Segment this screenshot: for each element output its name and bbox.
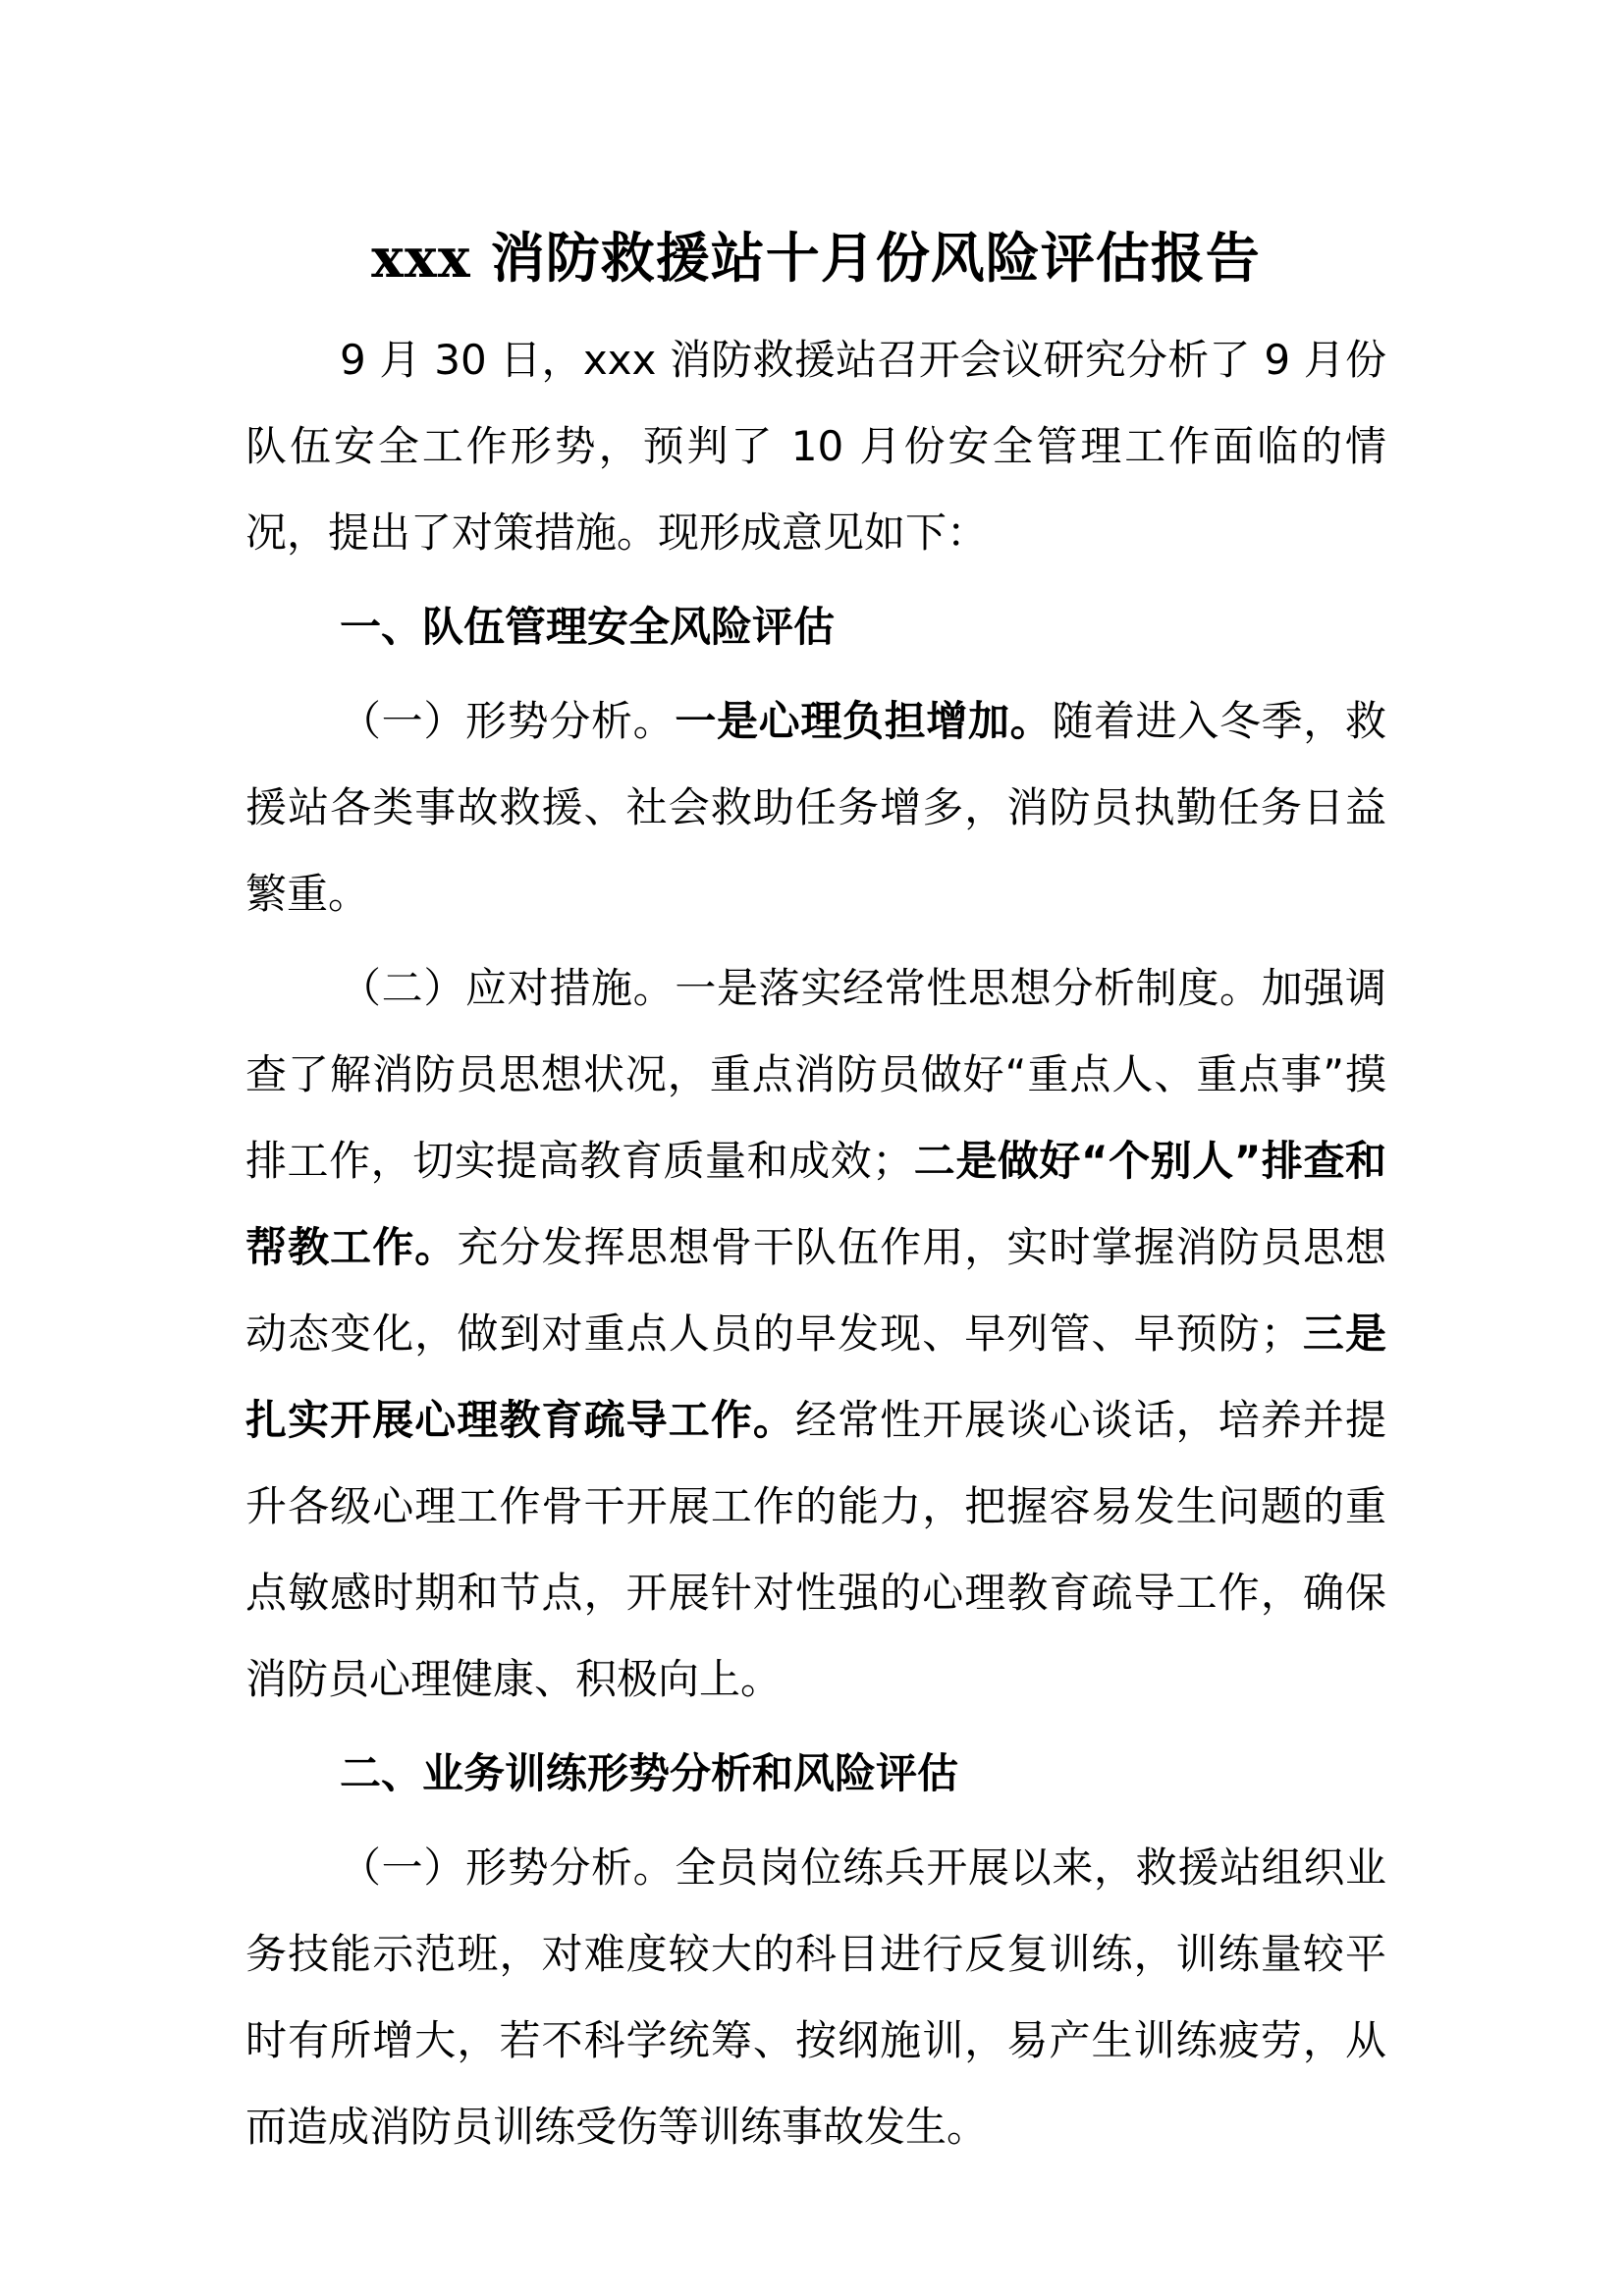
document-page <box>245 211 1386 2155</box>
section-1-measures-bold-2: 二是做好“个别人”排查和帮教工作。 <box>245 1137 1386 1271</box>
section-2-heading: 二、业务训练形势分析和风险评估 <box>340 1749 959 1797</box>
section-1-analysis-lead: （一）形势分析。 <box>340 697 676 745</box>
section-2-analysis-paragraph: （一）形势分析。全员岗位练兵开展以来，救援站组织业务技能示范班，对难度较大的科目进行反复训练，训练量较平时有所增大，若不科学统筹、按纲施训，易产生训练疲劳，从而造成消防员训练受伤等训练事故发生。 <box>245 1843 1386 2151</box>
section-1-measures-bold-3: 三是扎实开展心理教育疏导工作。 <box>245 1309 1386 1444</box>
section-1-analysis-bold-1: 一是心理负担增加。 <box>675 697 1053 745</box>
intro-paragraph: 9 月 30 日，xxx 消防救援站召开会议研究分析了 9 月份队伍安全工作形势，预判了 10 月份安全管理工作面临的情况，提出了对策措施。现形成意见如下： <box>245 336 1386 557</box>
section-1-analysis-paragraph <box>245 678 1386 937</box>
section-1-heading: 一、队伍管理安全风险评估 <box>340 603 836 651</box>
section-1-measures-text-2: 充分发挥思想骨干队伍作用，实时掌握消防员思想动态变化，做到对重点人员的早发现、早列管、早预防； <box>245 1223 1386 1358</box>
section-1-measures-text-3: 经常性开展谈心谈话，培养并提升各级心理工作骨干开展工作的能力，把握容易发生问题的重点敏感时期和节点，开展针对性强的心理教育疏导工作，确保消防员心理健康、积极向上。 <box>245 1396 1386 1703</box>
section-1-measures-paragraph <box>245 945 1386 1723</box>
document-title: xxx 消防救援站十月份风险评估报告 <box>371 226 1261 290</box>
section-1-analysis-text-1: 随着进入冬季，救援站各类事故救援、社会救助任务增多，消防员执勤任务日益繁重。 <box>245 697 1386 918</box>
section-1-measures-lead: （二）应对措施。一是落实经常性思想分析制度。加强调查了解消防员思想状况，重点消防员做好“重点人、重点事”摸排工作，切实提高教育质量和成效； <box>245 964 1386 1185</box>
